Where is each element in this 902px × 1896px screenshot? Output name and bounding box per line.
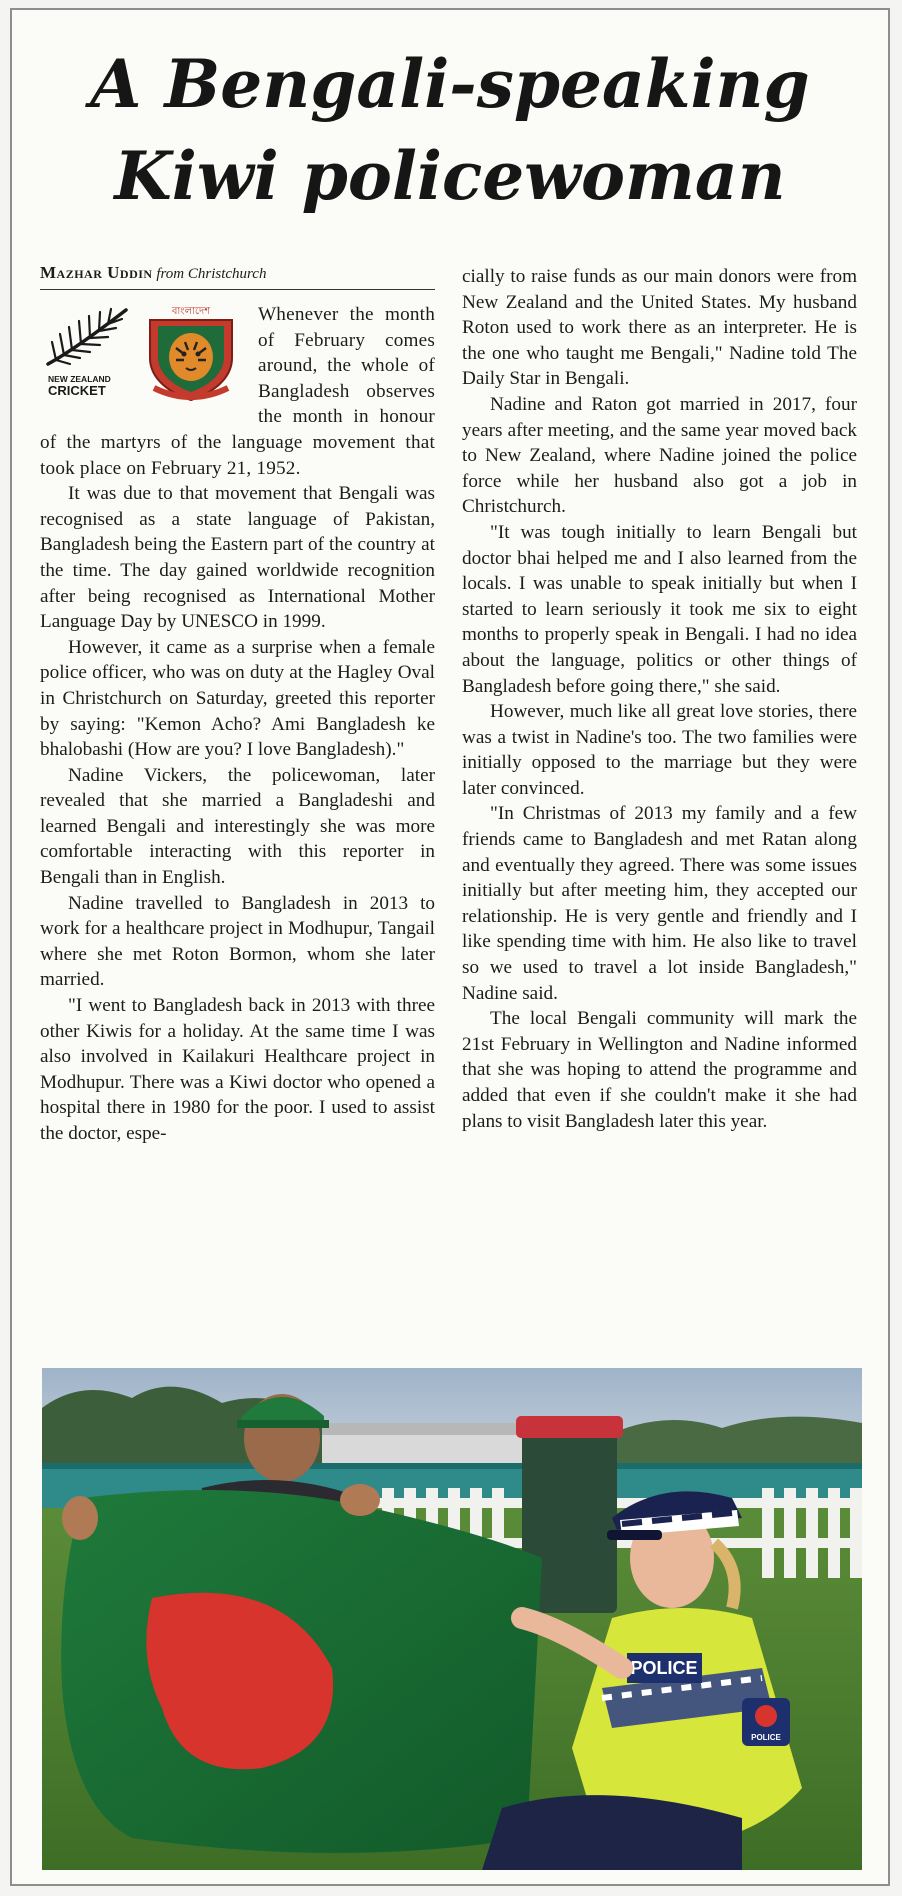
logos — [40, 302, 248, 412]
article-left-body — [40, 302, 435, 1147]
nz-logo-text-2: CRICKET — [48, 383, 106, 398]
headline — [12, 38, 888, 222]
paragraph: It was due to that movement that Bengali was recognised as a state language of Pakistan, Bangladesh being the Eastern part of the country at the time. The day gained worldwide recognition after being recognised as International Mother Language Day by UNESCO in 1999. — [40, 483, 435, 633]
police-vest-label: POLICE — [630, 1658, 698, 1678]
paragraph: Nadine Vickers, the policewoman, later revealed that she married a Bangladeshi and learned Bengali and interestingly she was more comfortable interacting with this reporter in Bengali than in English. — [40, 764, 435, 889]
byline — [40, 262, 435, 290]
paragraph: Nadine and Raton got married in 2017, four years after meeting, and the same year moved back to New Zealand, where Nadine joined the police force while her husband also got a job in Christchurch. — [462, 393, 857, 518]
paragraph: "In Christmas of 2013 my family and a few friends came to Bangladesh and met Ratan along and eventually they agreed. There was some issues initially but after meeting him, they accepted our relationship. He is very gentle and friendly and I like spending time with him. He also like to travel so we used to travel a lot inside Bangladesh," Nadine said. — [462, 803, 857, 1004]
article-photo — [42, 1368, 862, 1870]
headline-line-1: A Bengali-speaking — [90, 45, 810, 123]
author-location: from Christchurch — [156, 266, 267, 282]
article-column-left — [40, 262, 435, 1147]
paragraph: Whenever the month of February comes around, the whole of Bangladesh observes the month in honour of the martyrs of the language movement that took place on February 21, 1952. — [40, 304, 435, 479]
bangladesh-cricket-logo — [140, 302, 242, 402]
police-badge-label: POLICE — [751, 1733, 781, 1742]
new-zealand-cricket-logo — [40, 302, 130, 402]
paragraph: "It was tough initially to learn Bengali but doctor bhai helped me and I also learned from the locals. I was unable to speak initially but when I started to learn seriously it took me six to eight months to properly speak in Bengali. I had no idea about the language, politics or other things of Bangladesh before going there," she said. — [462, 521, 857, 697]
newspaper-page — [10, 8, 890, 1886]
paragraph: "I went to Bangladesh back in 2013 with three other Kiwis for a holiday. At the same time I was also involved in Kailakuri Healthcare project in Modhupur. There was a Kiwi doctor who opened a hospital there in 1980 for the poor. I used to assist the doctor, espe- — [40, 995, 435, 1144]
article-column-right — [462, 264, 857, 1134]
paragraph: cially to raise funds as our main donors were from New Zealand and the United States. My husband Roton used to work there as an interpreter. He is the one who taught me Bengali," Nadine told The Daily Star in Bengali. — [462, 266, 857, 390]
bd-logo-text: বাংলাদেশ — [171, 306, 211, 317]
paragraph: However, much like all great love stories, there was a twist in Nadine's too. The two families were initially opposed to the marriage but they were later convinced. — [462, 701, 857, 799]
author-name: Mazhar Uddin — [40, 263, 153, 282]
paragraph: Nadine travelled to Bangladesh in 2013 to work for a healthcare project in Modhupur, Tangail where she met Roton Bormon, whom she later married. — [40, 892, 435, 991]
photo-illustration — [42, 1368, 862, 1870]
paragraph: The local Bengali community will mark the 21st February in Wellington and Nadine informed that she was hoping to attend the programme and added that even if she couldn't make it she had plans to visit Bangladesh later this year. — [462, 1008, 857, 1132]
headline-line-2: Kiwi policewoman — [114, 137, 786, 215]
nz-logo-text-1: NEW ZEALAND — [48, 374, 111, 384]
paragraph: However, it came as a surprise when a female police officer, who was on duty at the Hagley Oval in Christchurch on Saturday, greeted this reporter by saying: "Kemon Acho? Ami Bangladesh ke bhalobashi (How are you? I love Bangladesh)." — [40, 636, 435, 761]
